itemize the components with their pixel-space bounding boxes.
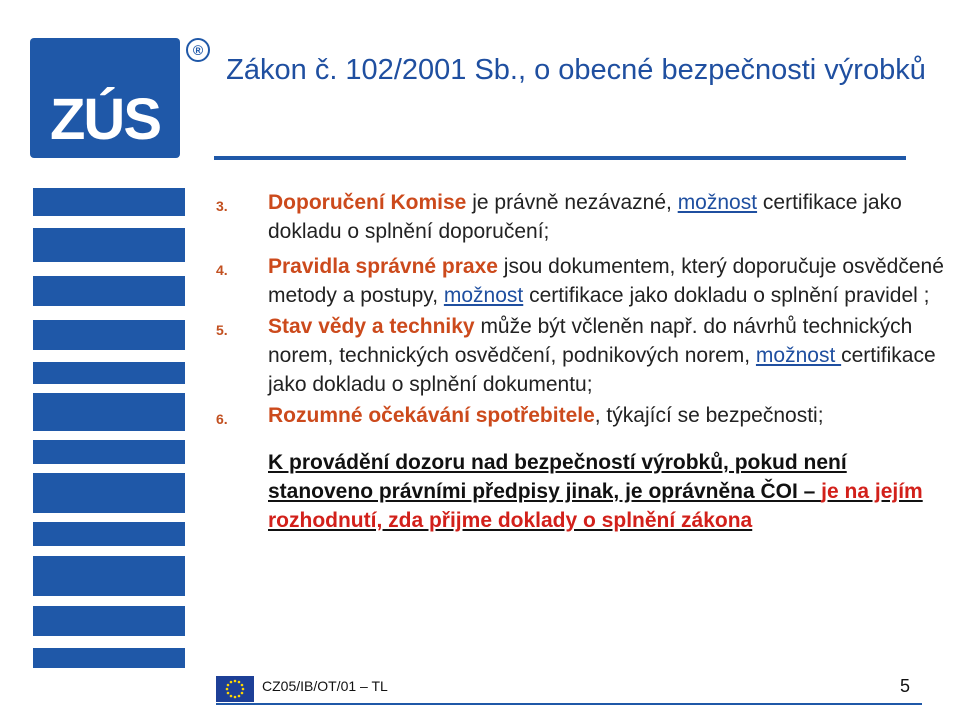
item-link[interactable]: možnost	[677, 191, 758, 214]
sidebar-stripe	[33, 522, 185, 546]
highlight-red-text: je na jejím rozhodnutí, zda přijme doklady o splnění zákona	[268, 480, 923, 532]
title-rule	[214, 156, 906, 160]
sidebar-stripe	[33, 473, 185, 513]
eu-flag-icon	[216, 676, 254, 702]
footer-code: CZ05/IB/OT/01 – TL	[262, 678, 388, 694]
item-text	[268, 188, 946, 246]
item-number: 5.	[216, 322, 228, 338]
list-item	[216, 401, 946, 434]
sidebar-stripe	[33, 648, 185, 668]
footer-rule	[216, 703, 922, 705]
list-item	[216, 188, 946, 246]
registered-mark: ®	[186, 38, 210, 62]
item-text-part: je právně nezávazné,	[466, 191, 678, 214]
item-lead: Doporučení Komise	[268, 191, 467, 214]
item-text-part: , týkající se bezpečnosti;	[594, 404, 824, 427]
item-lead: Pravidla správné praxe	[268, 255, 498, 278]
item-lead: Rozumné očekávání spotřebitele	[268, 404, 595, 427]
item-text-part: jsou dokumentem, který doporučuje osvědčené metody a postupy,	[268, 255, 944, 307]
logo-text: ZÚS	[50, 87, 160, 152]
zus-logo	[30, 38, 180, 158]
slide-body	[216, 188, 946, 535]
item-text	[268, 312, 946, 399]
sidebar-stripe	[33, 556, 185, 596]
sidebar-stripe	[33, 606, 185, 636]
item-text	[268, 401, 824, 434]
item-link[interactable]: možnost	[443, 284, 524, 307]
item-number: 4.	[216, 262, 228, 278]
sidebar-stripe	[33, 440, 185, 464]
item-number: 3.	[216, 198, 228, 214]
item-number: 6.	[216, 411, 228, 427]
sidebar-stripe	[33, 362, 185, 384]
sidebar-stripe	[33, 228, 185, 262]
item-text-part: certifikace jako dokladu o splnění dokumentu;	[268, 344, 936, 396]
list-item	[216, 252, 946, 310]
item-text-part: certifikace jako dokladu o splnění pravidel ;	[523, 284, 930, 307]
highlight-text: K provádění dozoru nad bezpečností výrobků, pokud není stanoveno právními předpisy jinak, je oprávněna ČOI –	[268, 451, 847, 503]
item-link[interactable]: možnost	[755, 344, 842, 367]
item-text-part: může být včleněn např. do návrhů technických norem, technických osvědčení, podnikových norem,	[268, 315, 913, 367]
sidebar-stripe	[33, 393, 185, 431]
item-text-part: certifikace jako dokladu o splnění doporučení;	[268, 191, 902, 243]
list-item	[216, 312, 946, 399]
highlight-paragraph	[268, 448, 946, 535]
sidebar-stripe	[33, 276, 185, 306]
item-lead: Stav vědy a techniky	[268, 315, 475, 338]
slide-title: Zákon č. 102/2001 Sb., o obecné bezpečnosti výrobků	[226, 54, 926, 86]
sidebar-stripe	[33, 188, 185, 216]
sidebar-stripe	[33, 320, 185, 350]
item-text	[268, 252, 946, 310]
page-number: 5	[899, 676, 910, 696]
